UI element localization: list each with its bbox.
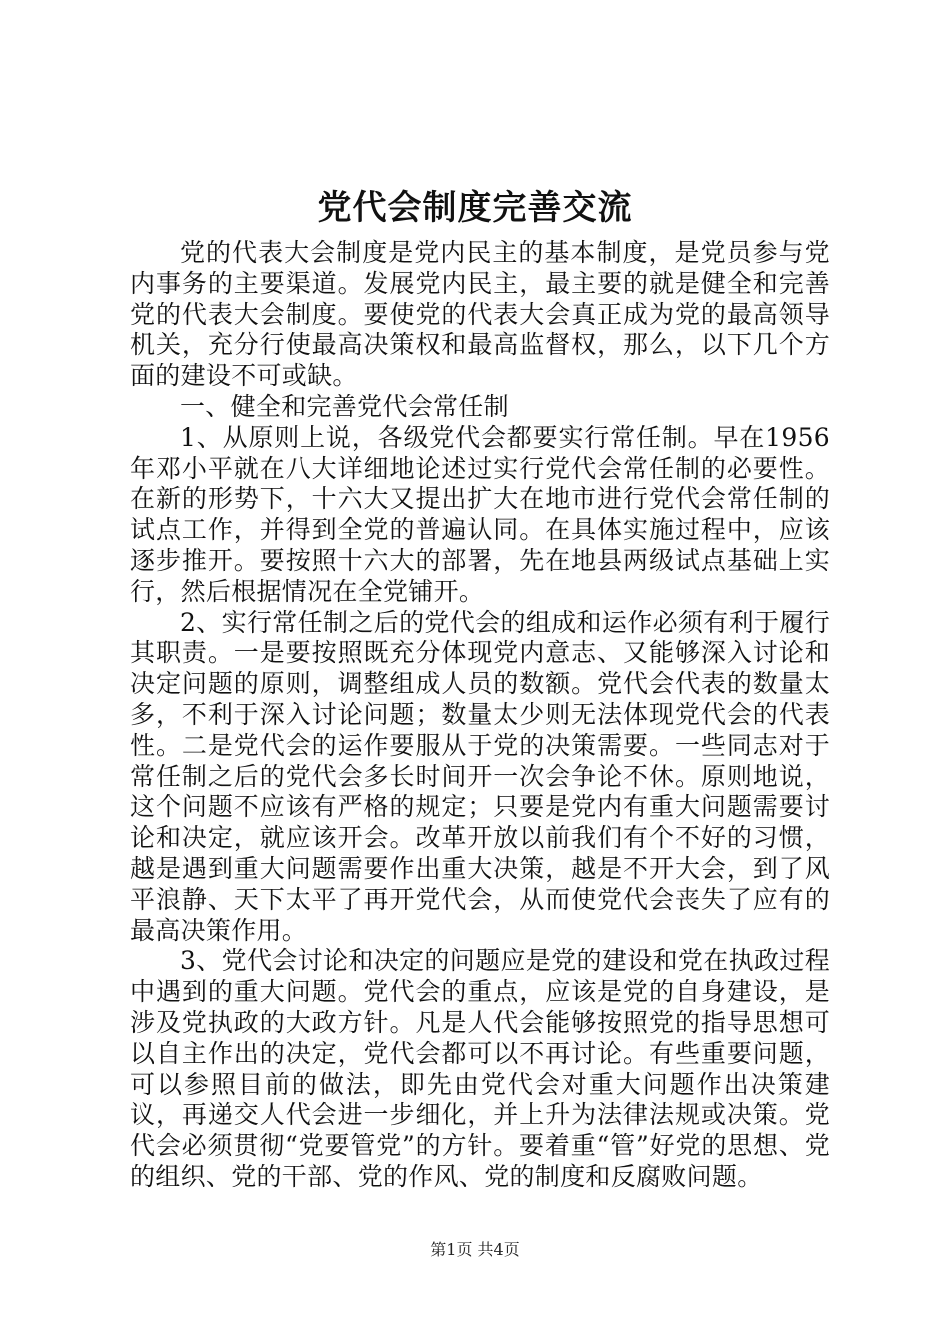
paragraph-intro: 党的代表大会制度是党内民主的基本制度，是党员参与党内事务的主要渠道。发展党内民主，最主要的就是健全和完善党的代表大会制度。要使党的代表大会真正成为党的最高领导机关，充分行使最高决策权和最高监督权，那么，以下几个方面的建设不可或缺。: [130, 238, 830, 391]
page-footer: 第1页 共4页: [430, 1240, 520, 1259]
paragraph-point-1: 1、从原则上说，各级党代会都要实行常任制。早在1956年邓小平就在八大详细地论述过实行党代会常任制的必要性。在新的形势下，十六大又提出扩大在地市进行党代会常任制的试点工作，并得到全党的普遍认同。在具体实施过程中，应该逐步推开。要按照十六大的部署，先在地县两级试点基础上实行，然后根据情况在全党铺开。: [130, 422, 830, 606]
document-title: 党代会制度完善交流: [317, 188, 633, 228]
paragraph-point-2: 2、实行常任制之后的党代会的组成和运作必须有利于履行其职责。一是要按照既充分体现党内意志、又能够深入讨论和决定问题的原则，调整组成人员的数额。党代会代表的数量太多，不利于深入讨论问题；数量太少则无法体现党代会的代表性。二是党代会的运作要服从于党的决策需要。一些同志对于常任制之后的党代会多长时间开一次会争论不休。原则地说，这个问题不应该有严格的规定；只要是党内有重大问题需要讨论和决定，就应该开会。改革开放以前我们有个不好的习惯，越是遇到重大问题需要作出重大决策，越是不开大会，到了风平浪静、天下太平了再开党代会，从而使党代会丧失了应有的最高决策作用。: [130, 607, 830, 945]
section-heading: 一、健全和完善党代会常任制: [180, 391, 509, 421]
document-body: [130, 238, 830, 1193]
paragraph-point-3: 3、党代会讨论和决定的问题应是党的建设和党在执政过程中遇到的重大问题。党代会的重点，应该是党的自身建设，是涉及党执政的大政方针。凡是人代会能够按照党的指导思想可以自主作出的决定，党代会都可以不再讨论。有些重要问题，可以参照目前的做法，即先由党代会对重大问题作出决策建议，再递交人代会进一步细化，并上升为法律法规或决策。党代会必须贯彻“党要管党”的方针。要着重“管”好党的思想、党的组织、党的干部、党的作风、党的制度和反腐败问题。: [130, 946, 830, 1191]
